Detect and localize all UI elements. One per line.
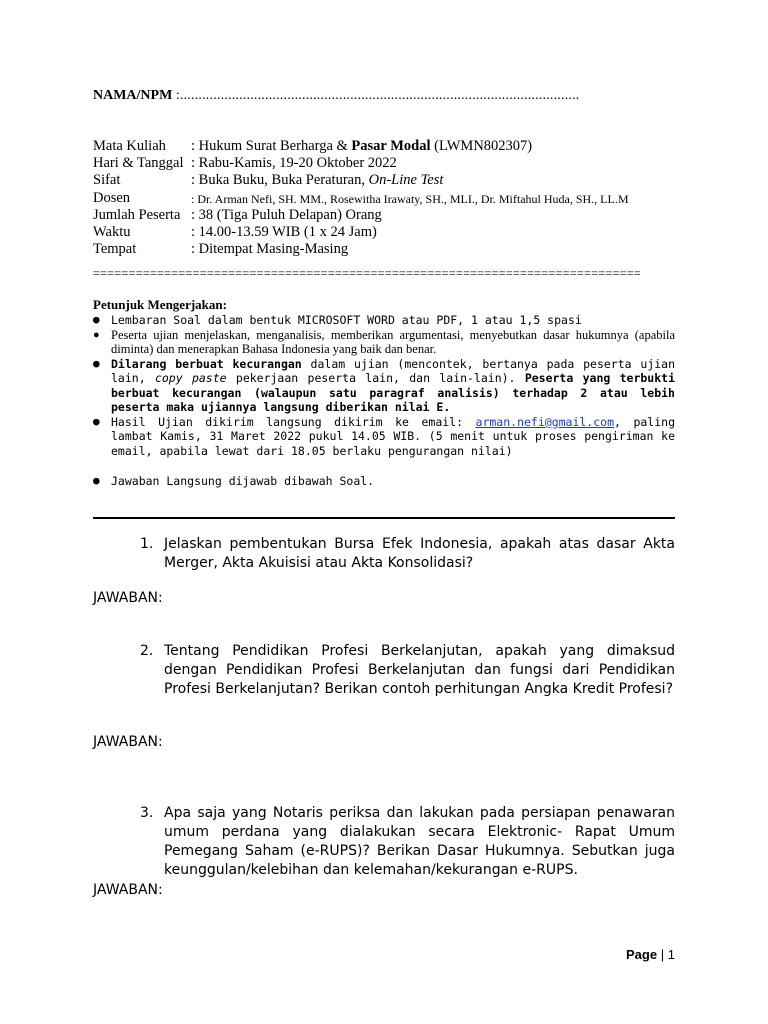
answer-label-2: JAWABAN: [93, 734, 163, 750]
list-item: ● Hasil Ujian dikirim langsung dikirim ke email: arman.nefi@gmail.com, paling lambat Kamis, 31 Maret 2022 pukul 14.05 WIB. (5 menit untuk proses pengiriman ke email, apabila lewat dari 18.05 berlaku pengurangan nilai) [93, 414, 675, 458]
info-value: : 14.00-13.59 WIB (1 x 24 Jam) [191, 224, 377, 241]
question-number: 1. [140, 536, 154, 552]
question-number: 3. [140, 805, 154, 821]
info-value: : 38 (Tiga Puluh Delapan) Orang [191, 206, 382, 223]
question-text: Jelaskan pembentukan Bursa Efek Indonesia, apakah atas dasar Akta Merger, Akta Akuisisi atau Akta Konsolidasi? [164, 536, 675, 571]
instructions-list [93, 313, 675, 489]
nama-npm-fill: :............................................................................................................ [175, 88, 580, 103]
nama-npm-line [93, 88, 580, 104]
info-value: : Ditempat Masing-Masing [191, 241, 349, 258]
instructions-title: Petunjuk Mengerjakan: [93, 297, 227, 312]
info-value: : Rabu-Kamis, 19-20 Oktober 2022 [191, 155, 397, 172]
info-row-waktu [93, 224, 629, 241]
page-label: Page [626, 947, 658, 962]
question-1 [140, 535, 675, 573]
bullet-icon: ● [93, 313, 100, 326]
info-row-tempat [93, 241, 629, 258]
page-separator: | [660, 947, 665, 962]
bullet-icon: ● [93, 414, 100, 428]
info-value: : Hukum Surat Berharga & Pasar Modal (LWMN802307) [191, 138, 533, 154]
info-label: Dosen [93, 189, 131, 206]
question-text: Tentang Pendidikan Profesi Berkelanjutan, apakah yang dimaksud dengan Pendidikan Profesi Berkelanjutan dan fungsi dari Pendidikan Profesi Berkelanjutan? Berikan contoh perhitungan Angka Kredit Profesi? [164, 643, 675, 697]
page-footer [626, 947, 675, 962]
bullet-icon: ● [93, 356, 100, 370]
answer-label-3: JAWABAN: [93, 882, 163, 898]
email-link[interactable]: arman.nefi@gmail.com [475, 414, 615, 429]
bullet-icon: ● [93, 474, 100, 487]
list-item: ● Lembaran Soal dalam bentuk MICROSOFT WORD atau PDF, 1 atau 1,5 spasi [93, 313, 582, 327]
info-row-sifat [93, 172, 629, 189]
info-row-dosen [93, 190, 629, 207]
answer-label-1: JAWABAN: [93, 590, 163, 606]
list-item: ● Jawaban Langsung dijawab dibawah Soal. [93, 474, 375, 488]
instructions [93, 297, 675, 489]
info-value: : Buka Buku, Buka Peraturan, On-Line Test [191, 172, 444, 189]
question-3 [140, 804, 675, 880]
list-item: ● Peserta ujian menjelaskan, menganalisis, memberikan argumentasi, menyebutkan dasar hukumnya (apabila diminta) dan menerapkan Bahasa Indonesia yang baik dan benar. [93, 327, 675, 356]
info-row-mata-kuliah [93, 138, 629, 155]
info-label: Sifat [93, 172, 121, 189]
info-label: Jumlah Peserta [93, 206, 181, 223]
question-text: Apa saja yang Notaris periksa dan lakukan pada persiapan penawaran umum perdana yang dialakukan secara Elektronic- Rapat Umum Pemegang Saham (e-RUPS)? Berikan Dasar Hukumnya. Sebutkan juga keunggulan/kelebihan dan kelemahan/kekurangan e-RUPS. [164, 805, 675, 878]
exam-info [93, 138, 629, 258]
question-2 [140, 642, 675, 699]
info-label: Mata Kuliah [93, 138, 166, 154]
separator-line: ============================================================================= [93, 266, 642, 280]
page-number: 1 [667, 947, 675, 962]
info-row-jumlah-peserta [93, 207, 629, 224]
info-label: Waktu [93, 224, 131, 241]
info-label: Tempat [93, 241, 137, 258]
info-row-hari-tanggal [93, 155, 629, 172]
info-label: Hari & Tanggal [93, 155, 184, 172]
question-number: 2. [140, 643, 154, 659]
bullet-icon: ● [93, 328, 100, 341]
nama-npm-label: NAMA/NPM [93, 88, 173, 103]
list-item: ● Dilarang berbuat kecurangan dalam ujian (mencontek, bertanya pada peserta ujian lain, copy paste pekerjaan peserta lain, dan lain-lain). Peserta yang terbukti berbuat kecurangan (walaupun satu paragraf analisis) terhadap 2 atau lebih peserta maka ujiannya langsung diberikan nilai E. [93, 356, 676, 414]
info-value: : Dr. Arman Nefi, SH. MM., Rosewitha Irawaty, SH., MLI., Dr. Miftahul Huda, SH., LL.M [191, 191, 629, 206]
horizontal-rule [93, 517, 675, 519]
